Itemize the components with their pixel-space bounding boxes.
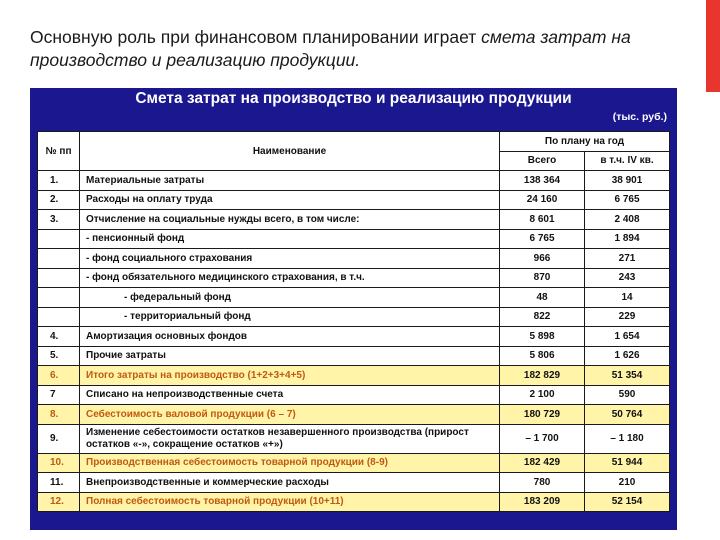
cost-estimate-table [37,131,670,512]
table-row-highlighted: 12. Полная себестоимость товарной продукции (10+11) 183 209 52 154 [38,492,670,512]
panel-title: Смета затрат на производство и реализацию продукции [135,90,572,107]
table-row-highlighted: 6. Итого затраты на производство (1+2+3+4+5) 182 829 51 354 [38,366,670,386]
estimate-panel [30,88,677,530]
table-row: - фонд обязательного медицинского страхования, в т.ч. 870 243 [38,268,670,288]
table-row-highlighted: 10. Производственная себестоимость товарной продукции (8-9) 182 429 51 944 [38,453,670,473]
table-row: 7 Списано на непроизводственные счета 2 100 590 [38,385,670,405]
table-row: - федеральный фонд 48 14 [38,288,670,308]
header-plan: По плану на год [500,132,670,152]
table-row: 11. Внепроизводственные и коммерческие расходы 780 210 [38,473,670,493]
table-row: - территориальный фонд 822 229 [38,307,670,327]
heading-italic-text: смета затрат на производство и реализацию продукции. [30,27,631,70]
table-row: - пенсионный фонд 6 765 1 894 [38,229,670,249]
table-row: 2. Расходы на оплату труда 24 160 6 765 [38,190,670,210]
table-row: 3. Отчисление на социальные нужды всего, в том числе: 8 601 2 408 [38,210,670,230]
unit-label: (тыс. руб.) [612,111,667,123]
header-num: № пп [38,132,80,171]
table-row: - фонд социального страхования 966 271 [38,249,670,269]
table-row: 5. Прочие затраты 5 806 1 626 [38,346,670,366]
header-name: Наименование [80,132,500,171]
table-row: 4. Амортизация основных фондов 5 898 1 654 [38,327,670,347]
heading-plain-text: Основную роль при финансовом планировании играет [30,27,482,47]
slide-heading [30,26,690,72]
table-row-highlighted: 8. Себестоимость валовой продукции (6 – 7) 180 729 50 764 [38,405,670,425]
accent-bar [706,0,720,92]
table-row: 1. Материальные затраты 138 364 38 901 [38,171,670,191]
header-q4: в т.ч. IV кв. [585,151,670,171]
header-total: Всего [500,151,585,171]
table-row: 9. Изменение себестоимости остатков незавершенного производства (прирост остатков «-», сокращение остатков «+») – 1 700 – 1 180 [38,424,670,453]
